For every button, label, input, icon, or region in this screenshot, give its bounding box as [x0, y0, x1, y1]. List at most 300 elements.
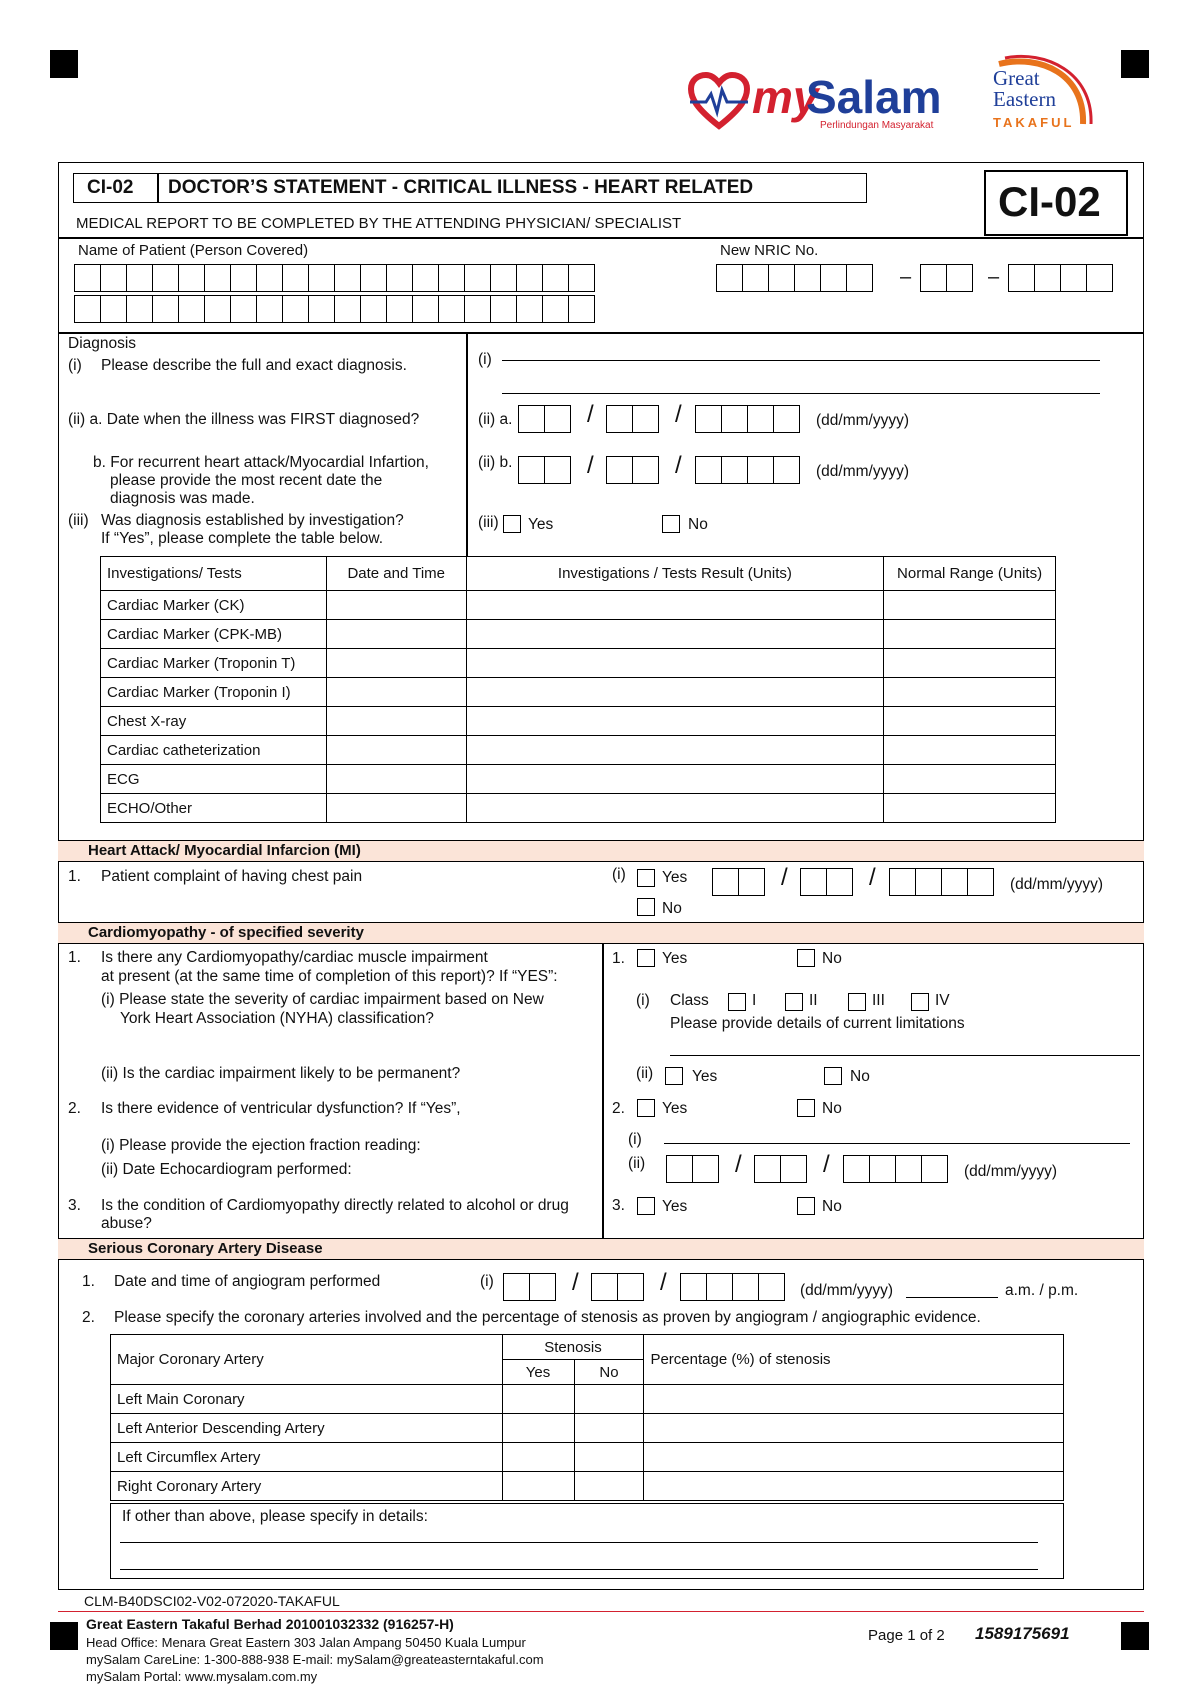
result-cell[interactable] [466, 765, 884, 794]
normal-range-cell[interactable] [884, 736, 1056, 765]
cad-q2: Please specify the coronary arteries involved and the percentage of stenosis as proven by angiogram / angiographic evidence. [114, 1309, 981, 1326]
artery-name: Right Coronary Artery [111, 1472, 503, 1501]
stenosis-no-cell[interactable] [574, 1414, 644, 1443]
ge-line1: Great [993, 66, 1040, 90]
alcohol-yes-checkbox[interactable] [637, 1197, 655, 1215]
name-cell[interactable] [360, 264, 387, 292]
normal-range-cell[interactable] [884, 649, 1056, 678]
cardio-q1-line1: Is there any Cardiomyopathy/cardiac muscle impairment [101, 949, 488, 966]
table-row [101, 707, 1056, 736]
date-time-cell[interactable] [326, 620, 466, 649]
date-month-cell[interactable] [780, 1155, 807, 1183]
stenosis-no-cell[interactable] [574, 1385, 644, 1414]
date-year-cell[interactable] [758, 1273, 785, 1301]
cardio-q1i-line2: York Heart Association (NYHA) classification? [120, 1010, 434, 1027]
class-i-label: I [752, 992, 757, 1009]
mysalam-my: my [752, 71, 819, 123]
normal-range-cell[interactable] [884, 620, 1056, 649]
name-cell[interactable] [230, 264, 257, 292]
normal-range-cell[interactable] [884, 707, 1056, 736]
date-slash: / [675, 452, 682, 479]
cardio-q1i-line1: (i) Please state the severity of cardiac impairment based on New [101, 991, 544, 1008]
nric-cell[interactable] [768, 264, 795, 292]
chest-pain-month[interactable] [800, 868, 852, 896]
date-time-cell[interactable] [326, 707, 466, 736]
col-header: Percentage (%) of stenosis [644, 1335, 1064, 1385]
date-day-cell[interactable] [518, 456, 545, 484]
class-iv-label: IV [935, 992, 950, 1009]
date-year-cell[interactable] [895, 1155, 922, 1183]
nric-cell[interactable] [820, 264, 847, 292]
date-day-cell[interactable] [692, 1155, 719, 1183]
date-format: (dd/mm/yyyy) [816, 412, 909, 429]
diag-q2b-line3: diagnosis was made. [110, 490, 255, 507]
name-cell[interactable] [308, 264, 335, 292]
stenosis-no-cell[interactable] [574, 1472, 644, 1501]
date-time-cell[interactable] [326, 649, 466, 678]
date-year-cell[interactable] [915, 868, 942, 896]
table-row [111, 1472, 1064, 1501]
cardio-q1-line2: at present (at the same time of completion of this report)? If “YES”: [101, 968, 558, 985]
cardiomyopathy-no-checkbox[interactable] [797, 949, 815, 967]
big-code: CI-02 [998, 178, 1101, 225]
name-cell[interactable] [282, 264, 309, 292]
name-cell[interactable] [464, 295, 491, 323]
investigations-table [100, 556, 1056, 823]
date-time-cell[interactable] [326, 736, 466, 765]
cad-q1-num: 1. [82, 1273, 95, 1290]
permanent-no-checkbox[interactable] [824, 1067, 842, 1085]
cardio-q2ii: (ii) Date Echocardiogram performed: [101, 1161, 352, 1178]
echo-year[interactable] [843, 1155, 947, 1183]
stenosis-percentage-cell[interactable] [644, 1414, 1064, 1443]
name-cell[interactable] [230, 295, 257, 323]
name-cell[interactable] [256, 264, 283, 292]
date-month-cell[interactable] [617, 1273, 644, 1301]
stenosis-percentage-cell[interactable] [644, 1443, 1064, 1472]
date-day-cell[interactable] [666, 1155, 693, 1183]
table-row [101, 736, 1056, 765]
cardio-q3-line1: Is the condition of Cardiomyopathy directly related to alcohol or drug [101, 1197, 569, 1214]
date-month-cell[interactable] [754, 1155, 781, 1183]
name-cell[interactable] [178, 295, 205, 323]
table-header-row [101, 557, 1056, 591]
form-code-footer: CLM-B40DSCI02-V02-072020-TAKAFUL [84, 1593, 340, 1609]
cardio-a-ii: (ii) [628, 1155, 646, 1172]
col-header: Yes [502, 1360, 574, 1385]
diag-q2b-line2: please provide the most recent date the [110, 472, 383, 489]
echo-day[interactable] [666, 1155, 718, 1183]
nric-cell[interactable] [794, 264, 821, 292]
name-cell[interactable] [100, 295, 127, 323]
date-day-cell[interactable] [712, 868, 739, 896]
echo-month[interactable] [754, 1155, 806, 1183]
date-year-cell[interactable] [747, 405, 774, 433]
mysalam-logo [688, 70, 948, 136]
company-address: Head Office: Menara Great Eastern 303 Jalan Ampang 50450 Kuala Lumpur [86, 1635, 526, 1650]
date-year-cell[interactable] [680, 1273, 707, 1301]
date-month-cell[interactable] [606, 456, 633, 484]
first-diagnosed-year[interactable] [695, 405, 799, 433]
diag-q2b-line1: b. For recurrent heart attack/Myocardial Infartion, [93, 454, 429, 471]
stenosis-yes-cell[interactable] [502, 1414, 574, 1443]
chest-pain-day[interactable] [712, 868, 764, 896]
class-ii-label: II [809, 992, 818, 1009]
ampm-label: a.m. / p.m. [1005, 1282, 1079, 1299]
form-subtitle: MEDICAL REPORT TO BE COMPLETED BY THE ATTENDING PHYSICIAN/ SPECIALIST [76, 215, 682, 232]
date-slash: / [587, 401, 594, 428]
date-year-cell[interactable] [706, 1273, 733, 1301]
section-header-cardiomyopathy: Cardiomyopathy - of specified severity [58, 922, 1144, 944]
diag-a2a-label: (ii) a. [478, 411, 513, 428]
name-cell[interactable] [308, 295, 335, 323]
cardio-a2: 2. [612, 1100, 625, 1117]
ge-line2: Eastern [993, 87, 1056, 111]
table-row [111, 1443, 1064, 1472]
stenosis-percentage-cell[interactable] [644, 1472, 1064, 1501]
name-cell[interactable] [74, 264, 101, 292]
first-diagnosed-month[interactable] [606, 405, 658, 433]
name-cell[interactable] [386, 264, 413, 292]
date-year-cell[interactable] [921, 1155, 948, 1183]
recent-diagnosed-day[interactable] [518, 456, 570, 484]
date-year-cell[interactable] [721, 405, 748, 433]
date-year-cell[interactable] [773, 405, 800, 433]
chest-pain-year[interactable] [889, 868, 993, 896]
cardio-a1: 1. [612, 950, 625, 967]
date-year-cell[interactable] [843, 1155, 870, 1183]
investigation-name: ECHO/Other [101, 794, 327, 823]
ventricular-yes-checkbox[interactable] [637, 1099, 655, 1117]
cardio-q1ii: (ii) Is the cardiac impairment likely to be permanent? [101, 1065, 461, 1082]
table-row [101, 649, 1056, 678]
stenosis-yes-cell[interactable] [502, 1385, 574, 1414]
ejection-fraction-line[interactable] [664, 1143, 1130, 1144]
diag-q1: Please describe the full and exact diagnosis. [101, 357, 407, 374]
name-cell[interactable] [282, 295, 309, 323]
table-row [101, 620, 1056, 649]
cardio-a-i: (i) [636, 992, 650, 1009]
date-slash: / [781, 864, 788, 891]
col-header: Stenosis [502, 1335, 644, 1360]
date-format: (dd/mm/yyyy) [800, 1282, 893, 1299]
date-year-cell[interactable] [869, 1155, 896, 1183]
date-year-cell[interactable] [941, 868, 968, 896]
date-month-cell[interactable] [800, 868, 827, 896]
date-format: (dd/mm/yyyy) [816, 463, 909, 480]
date-slash: / [735, 1151, 742, 1178]
name-cell[interactable] [204, 295, 231, 323]
page-number: Page 1 of 2 [868, 1627, 945, 1644]
angiogram-year[interactable] [680, 1273, 784, 1301]
great-eastern-logo [985, 54, 1093, 134]
other-details-line-2[interactable] [120, 1569, 1038, 1570]
date-day-cell[interactable] [518, 405, 545, 433]
name-cell[interactable] [178, 264, 205, 292]
diag-a2b-label: (ii) b. [478, 454, 513, 471]
name-cell[interactable] [542, 295, 569, 323]
artery-name: Left Circumflex Artery [111, 1443, 503, 1472]
no-label: No [822, 1198, 842, 1215]
table-row [111, 1385, 1064, 1414]
portal: mySalam Portal: www.mysalam.com.my [86, 1669, 318, 1684]
patient-name-label: Name of Patient (Person Covered) [78, 242, 309, 259]
nric-cell[interactable] [716, 264, 743, 292]
table-row [101, 678, 1056, 707]
cardio-q1-num: 1. [68, 949, 81, 966]
diagnosis-line-2[interactable] [502, 393, 1100, 394]
yes-label: Yes [692, 1068, 718, 1085]
nric-dash: – [900, 266, 912, 288]
limitations-label: Please provide details of current limitations [670, 1015, 965, 1032]
investigation-name: Cardiac Marker (CPK-MB) [101, 620, 327, 649]
investigation-yes-checkbox[interactable] [503, 515, 521, 533]
table-row [111, 1414, 1064, 1443]
yes-label: Yes [662, 869, 688, 886]
date-year-cell[interactable] [967, 868, 994, 896]
nric-cell[interactable] [920, 264, 947, 292]
nric-cell[interactable] [1086, 264, 1113, 292]
date-day-cell[interactable] [544, 405, 571, 433]
name-cell[interactable] [516, 264, 543, 292]
stenosis-no-cell[interactable] [574, 1443, 644, 1472]
normal-range-cell[interactable] [884, 765, 1056, 794]
name-cell[interactable] [464, 264, 491, 292]
name-cell[interactable] [438, 295, 465, 323]
date-year-cell[interactable] [695, 405, 722, 433]
date-format: (dd/mm/yyyy) [964, 1163, 1057, 1180]
cardio-q2: Is there evidence of ventricular dysfunction? If “Yes”, [101, 1100, 461, 1117]
name-cell[interactable] [412, 295, 439, 323]
diagnosis-heading: Diagnosis [68, 335, 137, 352]
recent-diagnosed-month[interactable] [606, 456, 658, 484]
no-label: No [850, 1068, 870, 1085]
col-header: Major Coronary Artery [111, 1335, 503, 1385]
date-month-cell[interactable] [632, 405, 659, 433]
name-cell[interactable] [568, 295, 595, 323]
class-iii-label: III [872, 992, 885, 1009]
investigation-name: Cardiac Marker (Troponin I) [101, 678, 327, 707]
mysalam-tagline: Perlindungan Masyarakat [820, 120, 934, 131]
name-cell[interactable] [334, 295, 361, 323]
name-cell[interactable] [438, 264, 465, 292]
name-cell[interactable] [542, 264, 569, 292]
form-title: DOCTOR’S STATEMENT - CRITICAL ILLNESS - HEART RELATED [168, 177, 754, 198]
angiogram-month[interactable] [591, 1273, 643, 1301]
registration-mark-top-left [50, 50, 78, 78]
name-cell[interactable] [74, 295, 101, 323]
date-month-cell[interactable] [591, 1273, 618, 1301]
date-year-cell[interactable] [732, 1273, 759, 1301]
limitations-line[interactable] [670, 1055, 1140, 1056]
no-label: No [688, 516, 708, 533]
stenosis-percentage-cell[interactable] [644, 1385, 1064, 1414]
other-details-line-1[interactable] [120, 1542, 1038, 1543]
date-slash: / [823, 1151, 830, 1178]
registration-mark-top-right [1121, 50, 1149, 78]
chest-pain-no-checkbox[interactable] [637, 898, 655, 916]
class-i-checkbox[interactable] [728, 993, 746, 1011]
chest-pain-yes-checkbox[interactable] [637, 869, 655, 887]
result-cell[interactable] [466, 591, 884, 620]
date-month-cell[interactable] [632, 456, 659, 484]
cardio-a-ii: (ii) [636, 1065, 654, 1082]
diag-q2a: (ii) a. Date when the illness was FIRST diagnosed? [68, 411, 420, 428]
normal-range-cell[interactable] [884, 678, 1056, 707]
name-cell[interactable] [412, 264, 439, 292]
nric-cell[interactable] [946, 264, 973, 292]
nric-part3[interactable] [1008, 264, 1112, 292]
diag-q3-line1: Was diagnosis established by investigation? [101, 512, 404, 529]
cardiomyopathy-yes-checkbox[interactable] [637, 949, 655, 967]
name-cell[interactable] [490, 264, 517, 292]
normal-range-cell[interactable] [884, 591, 1056, 620]
ventricular-no-checkbox[interactable] [797, 1099, 815, 1117]
yes-label: Yes [528, 516, 554, 533]
alcohol-no-checkbox[interactable] [797, 1197, 815, 1215]
careline: mySalam CareLine: 1-300-888-938 E-mail: mySalam@greateasterntakaful.com [86, 1652, 544, 1667]
angiogram-day[interactable] [503, 1273, 555, 1301]
cad-q2-num: 2. [82, 1309, 95, 1326]
col-header: Investigations / Tests Result (Units) [466, 557, 884, 591]
col-header: Date and Time [326, 557, 466, 591]
result-cell[interactable] [466, 649, 884, 678]
class-iv-checkbox[interactable] [911, 993, 929, 1011]
result-cell[interactable] [466, 678, 884, 707]
investigation-name: Cardiac Marker (CK) [101, 591, 327, 620]
nric-cell[interactable] [742, 264, 769, 292]
date-day-cell[interactable] [544, 456, 571, 484]
cardio-a-i: (i) [628, 1131, 642, 1148]
class-iii-checkbox[interactable] [848, 993, 866, 1011]
yes-label: Yes [662, 950, 688, 967]
investigation-name: ECG [101, 765, 327, 794]
yes-label: Yes [662, 1198, 688, 1215]
name-cell[interactable] [568, 264, 595, 292]
class-ii-checkbox[interactable] [785, 993, 803, 1011]
date-year-cell[interactable] [889, 868, 916, 896]
heart-icon [688, 72, 750, 130]
date-day-cell[interactable] [529, 1273, 556, 1301]
result-cell[interactable] [466, 794, 884, 823]
date-slash: / [587, 452, 594, 479]
date-time-cell[interactable] [326, 794, 466, 823]
cad-q1: Date and time of angiogram performed [114, 1273, 381, 1290]
col-header: Normal Range (Units) [884, 557, 1056, 591]
nric-label: New NRIC No. [720, 242, 819, 259]
stenosis-table [110, 1334, 1064, 1501]
col-header: No [574, 1360, 644, 1385]
diag-q1-num: (i) [68, 357, 82, 374]
date-time-cell[interactable] [326, 591, 466, 620]
nric-cell[interactable] [846, 264, 873, 292]
name-cell[interactable] [126, 264, 153, 292]
date-month-cell[interactable] [606, 405, 633, 433]
cardio-a3: 3. [612, 1197, 625, 1214]
col-header: Investigations/ Tests [101, 557, 327, 591]
date-year-cell[interactable] [747, 456, 774, 484]
date-year-cell[interactable] [695, 456, 722, 484]
name-cell[interactable] [100, 264, 127, 292]
name-cell[interactable] [334, 264, 361, 292]
name-cell[interactable] [386, 295, 413, 323]
result-cell[interactable] [466, 620, 884, 649]
no-label: No [822, 950, 842, 967]
cardio-q2i: (i) Please provide the ejection fraction reading: [101, 1137, 421, 1154]
name-cell[interactable] [516, 295, 543, 323]
date-year-cell[interactable] [773, 456, 800, 484]
permanent-yes-checkbox[interactable] [665, 1067, 683, 1085]
nric-part1[interactable] [716, 264, 872, 292]
name-cell[interactable] [126, 295, 153, 323]
document-number: 1589175691 [975, 1624, 1070, 1643]
result-cell[interactable] [466, 707, 884, 736]
diagnosis-line-1[interactable] [502, 360, 1100, 361]
result-cell[interactable] [466, 736, 884, 765]
name-cell[interactable] [204, 264, 231, 292]
name-cell[interactable] [152, 295, 179, 323]
stenosis-yes-cell[interactable] [502, 1472, 574, 1501]
nric-cell[interactable] [1008, 264, 1035, 292]
company-name: Great Eastern Takaful Berhad 201001032332 (916257-H) [86, 1616, 454, 1632]
date-year-cell[interactable] [721, 456, 748, 484]
section-header-cad: Serious Coronary Artery Disease [58, 1238, 1144, 1260]
divider [58, 237, 1144, 239]
nric-dash: – [988, 266, 1000, 288]
name-cell[interactable] [360, 295, 387, 323]
investigation-no-checkbox[interactable] [662, 515, 680, 533]
date-time-cell[interactable] [326, 678, 466, 707]
normal-range-cell[interactable] [884, 794, 1056, 823]
divider [58, 332, 1144, 334]
patient-name-row2[interactable] [74, 295, 594, 323]
date-slash: / [572, 1269, 579, 1296]
date-slash: / [675, 401, 682, 428]
date-day-cell[interactable] [503, 1273, 530, 1301]
mi-q1-num: 1. [68, 868, 81, 885]
recent-diagnosed-year[interactable] [695, 456, 799, 484]
mi-a-label: (i) [612, 866, 626, 883]
date-day-cell[interactable] [738, 868, 765, 896]
nric-part2[interactable] [920, 264, 972, 292]
date-time-cell[interactable] [326, 765, 466, 794]
date-month-cell[interactable] [826, 868, 853, 896]
patient-name-row1[interactable] [74, 264, 594, 292]
cardio-q2-num: 2. [68, 1100, 81, 1117]
date-slash: / [869, 864, 876, 891]
name-cell[interactable] [152, 264, 179, 292]
stenosis-yes-cell[interactable] [502, 1443, 574, 1472]
table-row [101, 591, 1056, 620]
name-cell[interactable] [256, 295, 283, 323]
other-details-label: If other than above, please specify in details: [122, 1508, 428, 1525]
investigation-name: Cardiac Marker (Troponin T) [101, 649, 327, 678]
name-cell[interactable] [490, 295, 517, 323]
diag-q3-num: (iii) [68, 512, 89, 529]
artery-name: Left Anterior Descending Artery [111, 1414, 503, 1443]
nric-cell[interactable] [1034, 264, 1061, 292]
nric-cell[interactable] [1060, 264, 1087, 292]
cardio-q3-num: 3. [68, 1197, 81, 1214]
first-diagnosed-day[interactable] [518, 405, 570, 433]
angiogram-time-line[interactable] [906, 1297, 998, 1298]
table-row [101, 794, 1056, 823]
artery-name: Left Main Coronary [111, 1385, 503, 1414]
registration-mark-bottom-left [50, 1622, 78, 1650]
mi-q1: Patient complaint of having chest pain [101, 868, 363, 885]
class-label: Class [670, 992, 709, 1009]
date-format: (dd/mm/yyyy) [1010, 876, 1103, 893]
